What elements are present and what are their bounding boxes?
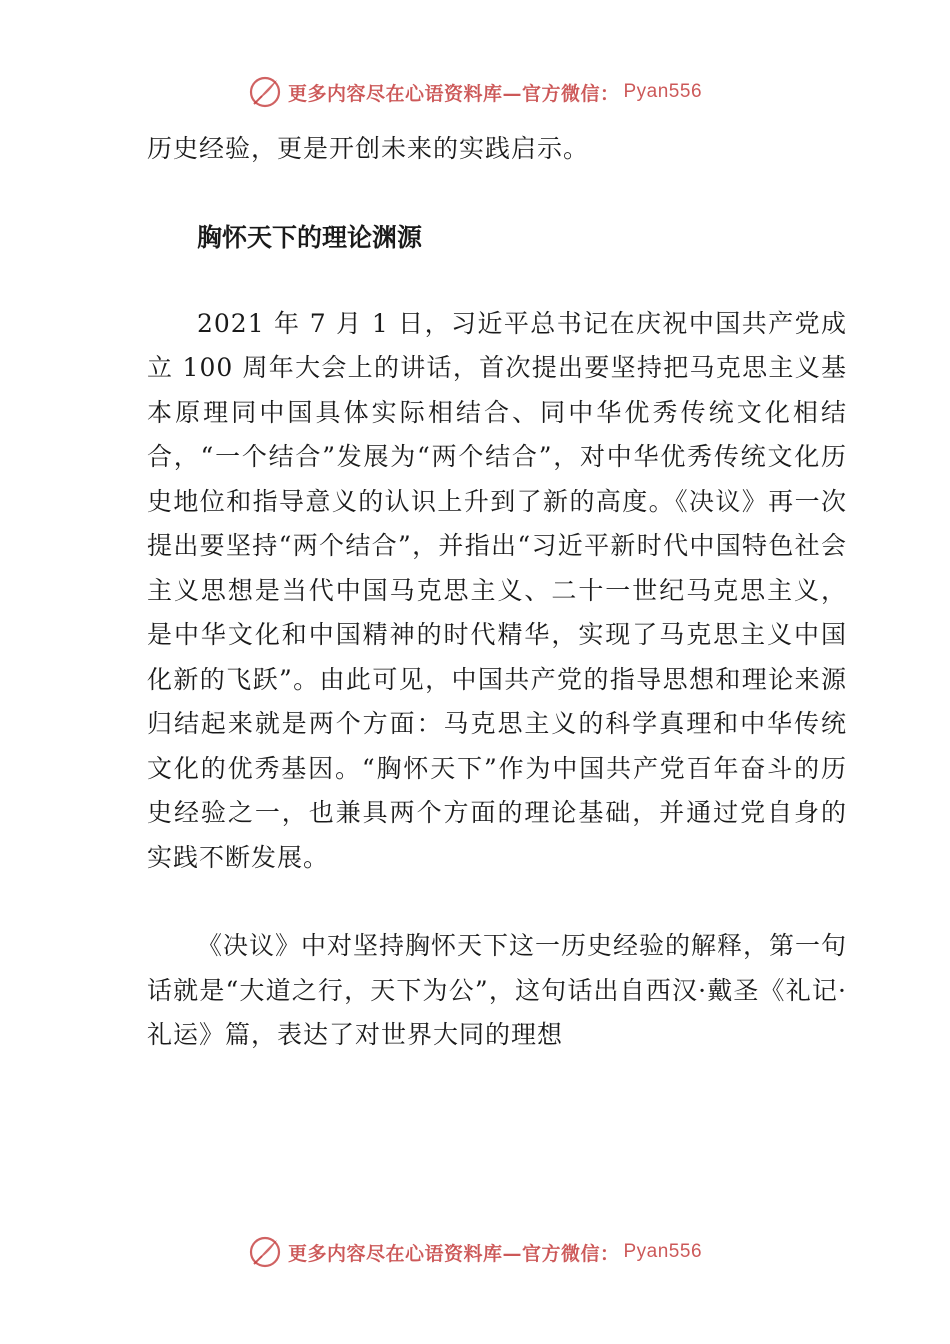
paragraph-2: 《决议》中对坚持胸怀天下这一历史经验的解释，第一句话就是“大道之行，天下为公”，这句话出自西汉·戴圣《礼记·礼运》篇，表达了对世界大同的理想 [147,931,848,1049]
document-body [147,127,847,1058]
feather-quill-logo-icon [248,1235,282,1269]
watermark-handle: Pyan556 [623,1241,703,1262]
section-heading: 胸怀天下的理论渊源 [197,222,423,252]
paragraph-1: 2021 年 7 月 1 日，习近平总书记在庆祝中国共产党成立 100 周年大会上的讲话，首次提出要坚持把马克思主义基本原理同中国具体实际相结合、同中华优秀传统文化相结合，“一个结合”发展为“两个结合”，对中华优秀传统文化历史地位和指导意义的认识上升到了新的高度。《决议》再一次提出要坚持“两个结合”，并指出“习近平新时代中国特色社会主义思想是当代中国马克思主义、二十一世纪马克思主义，是中华文化和中国精神的时代精华，实现了马克思主义中国化新的飞跃”。由此可见，中国共产党的指导思想和理论来源归结起来就是两个方面：马克思主义的科学真理和中华传统文化的优秀基因。“胸怀天下”作为中国共产党百年奋斗的历史经验之一，也兼具两个方面的理论基础，并通过党自身的实践不断发展。 [147,308,847,872]
watermark-handle: Pyan556 [623,81,703,102]
intro-line: 历史经验，更是开创未来的实践启示。 [147,134,590,163]
header-watermark [0,72,950,112]
watermark-text: 更多内容尽在心语资料库—官方微信： [287,82,620,105]
watermark-text: 更多内容尽在心语资料库—官方微信： [287,1242,620,1265]
feather-quill-logo-icon [248,75,282,109]
footer-watermark [0,1232,950,1272]
